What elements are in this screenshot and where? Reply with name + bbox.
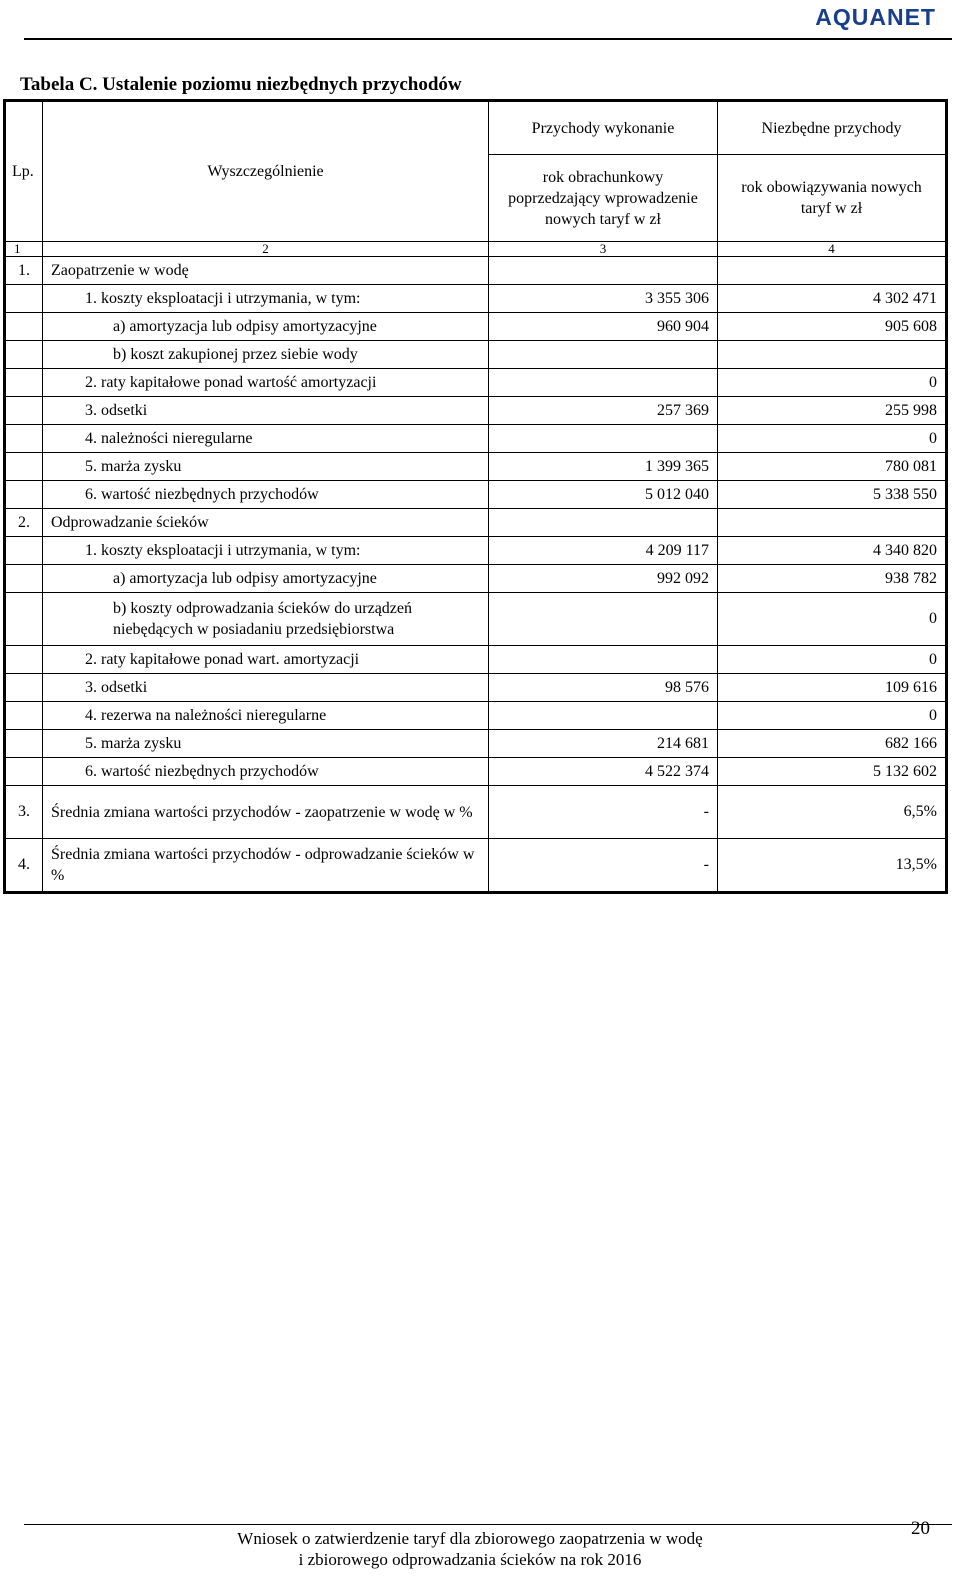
row-value-new-tariff: 905 608 (718, 313, 947, 341)
row-label: 6. wartość niezbędnych przychodów (43, 758, 489, 786)
col-number: 3 (489, 242, 718, 257)
row-value-new-tariff: 4 302 471 (718, 285, 947, 313)
row-lp (5, 593, 43, 646)
col-number: 2 (43, 242, 489, 257)
row-label: 4. rezerwa na należności nieregularne (43, 702, 489, 730)
aquanet-logo: AQUANET (815, 4, 936, 30)
summary-value: 13,5% (718, 839, 947, 893)
row-value-prev-year (489, 341, 718, 369)
table-row (5, 285, 947, 313)
table-row (5, 369, 947, 397)
row-label: a) amortyzacja lub odpisy amortyzacyjne (43, 313, 489, 341)
table-row (5, 702, 947, 730)
col-number: 4 (718, 242, 947, 257)
row-lp (5, 453, 43, 481)
row-value-prev-year: 4 209 117 (489, 537, 718, 565)
row-value-prev-year: 257 369 (489, 397, 718, 425)
summary-value: 6,5% (718, 786, 947, 839)
footer-line-2: i zbiorowego odprowadzania ścieków na rok 2016 (298, 1550, 642, 1569)
row-value-new-tariff: 0 (718, 369, 947, 397)
table-row (5, 593, 947, 646)
summary-lp: 3. (5, 786, 43, 839)
row-value-prev-year: 214 681 (489, 730, 718, 758)
row-value-prev-year: 1 399 365 (489, 453, 718, 481)
row-value-new-tariff: 0 (718, 702, 947, 730)
column-number-row (5, 242, 947, 257)
row-value-prev-year: 960 904 (489, 313, 718, 341)
row-value-new-tariff: 0 (718, 425, 947, 453)
table-row (5, 730, 947, 758)
summary-row (5, 786, 947, 839)
section-title: Odprowadzanie ścieków (43, 509, 489, 537)
row-lp (5, 285, 43, 313)
sewage-rows (5, 537, 947, 786)
row-label: 3. odsetki (43, 397, 489, 425)
col3-header-top: Przychody wykonanie (489, 101, 718, 155)
footer-divider (24, 1524, 952, 1525)
table-row (5, 481, 947, 509)
row-label: 2. raty kapitałowe ponad wart. amortyzacji (43, 646, 489, 674)
row-value-prev-year: 992 092 (489, 565, 718, 593)
table-row (5, 758, 947, 786)
row-value-prev-year (489, 702, 718, 730)
row-value-new-tariff: 5 132 602 (718, 758, 947, 786)
row-value-new-tariff: 0 (718, 593, 947, 646)
row-value-new-tariff: 682 166 (718, 730, 947, 758)
table-row (5, 425, 947, 453)
section-row (5, 509, 947, 537)
page-number: 20 (911, 1518, 930, 1539)
col-desc-header: Wyszczególnienie (43, 101, 489, 242)
row-label: b) koszty odprowadzania ścieków do urządzeń niebędących w posiadaniu przedsiębiorstwa (43, 593, 489, 646)
row-value-prev-year (489, 593, 718, 646)
row-value-new-tariff: 5 338 550 (718, 481, 947, 509)
row-lp (5, 313, 43, 341)
water-rows (5, 285, 947, 509)
row-lp (5, 674, 43, 702)
row-label: 2. raty kapitałowe ponad wartość amortyzacji (43, 369, 489, 397)
row-label: 5. marża zysku (43, 730, 489, 758)
row-value-new-tariff: 4 340 820 (718, 537, 947, 565)
row-value-new-tariff: 109 616 (718, 674, 947, 702)
summary-label: Średnia zmiana wartości przychodów - zaopatrzenie w wodę w % (43, 786, 489, 839)
table-row (5, 453, 947, 481)
row-lp (5, 537, 43, 565)
row-label: b) koszt zakupionej przez siebie wody (43, 341, 489, 369)
section-lp: 1. (5, 257, 43, 285)
row-label: a) amortyzacja lub odpisy amortyzacyjne (43, 565, 489, 593)
row-value-new-tariff (718, 341, 947, 369)
table-row (5, 646, 947, 674)
row-label: 4. należności nieregularne (43, 425, 489, 453)
row-lp (5, 646, 43, 674)
row-label: 5. marża zysku (43, 453, 489, 481)
row-value-new-tariff: 255 998 (718, 397, 947, 425)
row-lp (5, 397, 43, 425)
table-row (5, 313, 947, 341)
row-value-prev-year (489, 425, 718, 453)
row-lp (5, 758, 43, 786)
footer-line-1: Wniosek o zatwierdzenie taryf dla zbiorowego zaopatrzenia w wodę (237, 1529, 703, 1548)
col4-header-top: Niezbędne przychody (718, 101, 947, 155)
row-label: 6. wartość niezbędnych przychodów (43, 481, 489, 509)
section-row (5, 257, 947, 285)
row-value-prev-year: 4 522 374 (489, 758, 718, 786)
table-row (5, 565, 947, 593)
row-label: 1. koszty eksploatacji i utrzymania, w tym: (43, 537, 489, 565)
table-row (5, 674, 947, 702)
row-value-prev-year: 5 012 040 (489, 481, 718, 509)
row-value-prev-year (489, 369, 718, 397)
col4-header-bottom: rok obowiązywania nowych taryf w zł (718, 155, 947, 242)
col-number: 1 (5, 242, 43, 257)
row-value-prev-year (489, 646, 718, 674)
row-lp (5, 425, 43, 453)
row-lp (5, 341, 43, 369)
row-lp (5, 730, 43, 758)
summary-lp: 4. (5, 839, 43, 893)
table-row (5, 397, 947, 425)
row-label: 3. odsetki (43, 674, 489, 702)
row-value-new-tariff: 0 (718, 646, 947, 674)
summary-row (5, 839, 947, 893)
section-title: Zaopatrzenie w wodę (43, 257, 489, 285)
col3-header-bottom: rok obrachunkowy poprzedzający wprowadzenie nowych taryf w zł (489, 155, 718, 242)
summary-value: - (489, 786, 718, 839)
footer-text (180, 1528, 760, 1570)
revenue-table (3, 99, 948, 894)
table-row (5, 341, 947, 369)
table-row (5, 537, 947, 565)
row-value-new-tariff: 780 081 (718, 453, 947, 481)
row-lp (5, 369, 43, 397)
section-lp: 2. (5, 509, 43, 537)
table-header-row (5, 101, 947, 155)
row-value-prev-year: 98 576 (489, 674, 718, 702)
row-lp (5, 702, 43, 730)
row-value-prev-year: 3 355 306 (489, 285, 718, 313)
row-lp (5, 565, 43, 593)
row-label: 1. koszty eksploatacji i utrzymania, w tym: (43, 285, 489, 313)
col-lp-header: Lp. (5, 101, 43, 242)
row-value-new-tariff: 938 782 (718, 565, 947, 593)
header-divider (24, 38, 952, 40)
row-lp (5, 481, 43, 509)
summary-label: Średnia zmiana wartości przychodów - odprowadzanie ścieków w % (43, 839, 489, 893)
page-title: Tabela C. Ustalenie poziomu niezbędnych przychodów (20, 74, 462, 95)
summary-value: - (489, 839, 718, 893)
